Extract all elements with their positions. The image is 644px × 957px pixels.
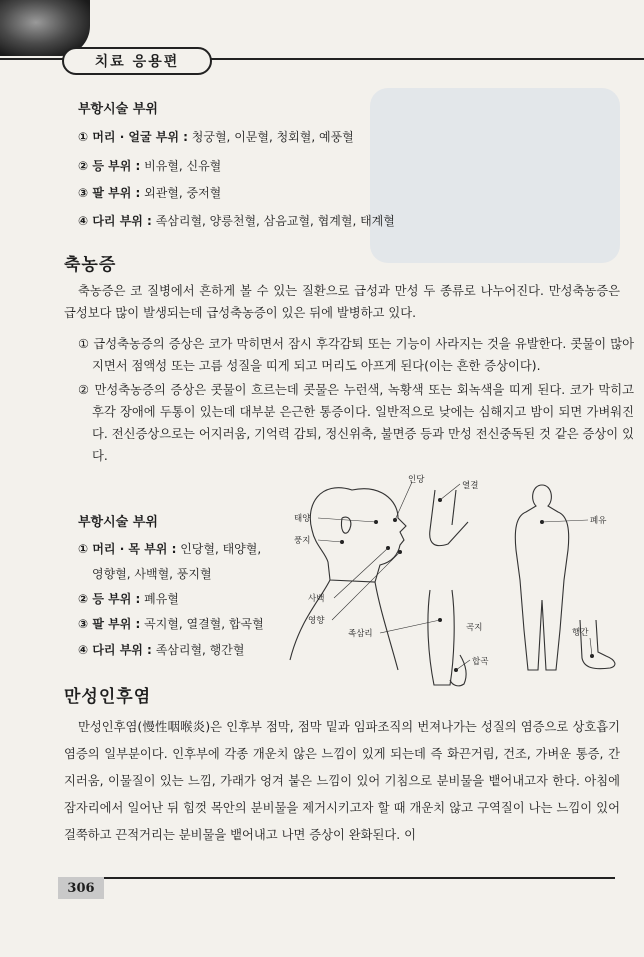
bleed-through-box (370, 88, 620, 263)
sec1-item-1 (78, 128, 354, 145)
page-number: 306 (58, 877, 104, 899)
sec1-item-3 (78, 184, 221, 201)
sec1-item-2-label: ② 등 부위 : (78, 159, 141, 173)
section2-title: 부항시술 부위 (78, 515, 158, 530)
manseong-heading: 만성인후염 (64, 687, 152, 707)
sec2-item-2-label: ② 등 부위 : (78, 592, 141, 606)
sec2-item-1-points: 인당혈, 태양혈, (176, 542, 262, 556)
label-pungji: 풍지 (294, 536, 311, 546)
sec2-item-3-points: 곡지혈, 열결혈, 합곡혈 (140, 617, 264, 631)
sec1-item-4 (78, 212, 395, 229)
chapter-tab: 치료 응용편 (62, 47, 212, 75)
sec1-item-3-label: ③ 팔 부위 : (78, 186, 141, 200)
chuk-p2: ② 만성축농증의 증상은 콧물이 흐르는데 콧물은 누런색, 녹황색 또는 회녹색을 띠게 된다. 코가 막히고 후각 장애에 두통이 있는데 대부분 은근한 통증이다. 일반적으로 낮에는 심해지고 밤이 되면 가벼워진다. 전신증상으로는 어지러움, 기억력 감퇴, 정신위축, 불면증 등과 만성 전신중독된 것 같은 증상이 있다. (78, 383, 634, 463)
label-pyeyu: 폐유 (590, 516, 607, 526)
manseong-p1: 만성인후염(慢性咽喉炎)은 인후부 점막, 점막 밑과 임파조직의 번져나가는 성질의 염증으로 상호흡기 염증의 일부분이다. 인후부에 각종 개운치 않은 느낌이 있게 되는데 즉 화끈거림, 건조, 가벼운 통증, 간지러움, 이물질이 있는 느낌, 가래가 엉겨 붙은 느낌이 있어 기침으로 분비물을 뱉어내고자 한다. 아침에 잠자리에서 일어난 뒤 힘껏 목안의 분비물을 제거시키고자 할 때 개운치 않고 구역질이 나는 느낌이 있어 걸쭉하고 끈적거리는 분비물을 뱉어내고 나면 증상이 완화된다. 이 (64, 720, 620, 842)
footer-rule (60, 877, 615, 879)
sec1-item-2-points: 비유혈, 신유혈 (140, 159, 222, 173)
label-sabaek: 사백 (308, 594, 325, 604)
label-gokji: 곡지 (466, 623, 483, 633)
sec1-item-1-points: 청궁혈, 이문혈, 청회혈, 예풍혈 (187, 130, 354, 144)
sec2-item-1b-points: 영향혈, 사백혈, 풍지혈 (92, 567, 212, 581)
sec2-item-3 (78, 615, 264, 632)
sec2-item-3-label: ③ 팔 부위 : (78, 617, 141, 631)
label-haenggan: 행간 (572, 628, 589, 638)
sec2-item-1b (92, 565, 212, 582)
label-yeonghyang: 영향 (308, 616, 325, 626)
sec1-item-4-points: 족삼리혈, 양릉천혈, 삼음교혈, 협계혈, 태계혈 (151, 214, 395, 228)
acupoint-figure (280, 470, 620, 700)
label-hapgok: 합곡 (472, 657, 489, 667)
sec2-item-1-label: ① 머리 · 목 부위 : (78, 542, 177, 556)
sec2-item-4-label: ④ 다리 부위 : (78, 643, 152, 657)
sec1-item-2 (78, 157, 221, 174)
sec2-item-1 (78, 540, 261, 557)
label-yeolgyeol: 열결 (462, 481, 479, 491)
chuk-heading: 축농증 (64, 255, 117, 275)
sec2-item-4-points: 족삼리혈, 행간혈 (151, 643, 245, 657)
section1-title: 부항시술 부위 (78, 102, 158, 117)
label-taeyang: 태양 (294, 514, 311, 524)
sec1-item-3-points: 외관혈, 중저혈 (140, 186, 222, 200)
sec2-item-4 (78, 641, 244, 658)
chuk-p1: ① 급성축농증의 증상은 코가 막히면서 잠시 후각감퇴 또는 기능이 사라지는 것을 유발한다. 콧물이 많아지면서 점액성 또는 고름 성질을 띠게 되고 머리도 아프게 된다(이는 흔한 증상이다). (78, 337, 634, 373)
label-jogsamni: 족삼리 (348, 629, 373, 639)
sec1-item-4-label: ④ 다리 부위 : (78, 214, 152, 228)
sec2-item-2-points: 폐유혈 (140, 592, 179, 606)
label-indang: 인당 (408, 475, 425, 485)
chuk-intro: 축농증은 코 질병에서 흔하게 볼 수 있는 질환으로 급성과 만성 두 종류로 나누어진다. 만성축농증은 급성보다 많이 발생되는데 급성축농증이 있은 뒤에 발병하고 있다. (64, 284, 620, 320)
sec2-item-2 (78, 590, 179, 607)
sec1-item-1-label: ① 머리 · 얼굴 부위 : (78, 130, 188, 144)
